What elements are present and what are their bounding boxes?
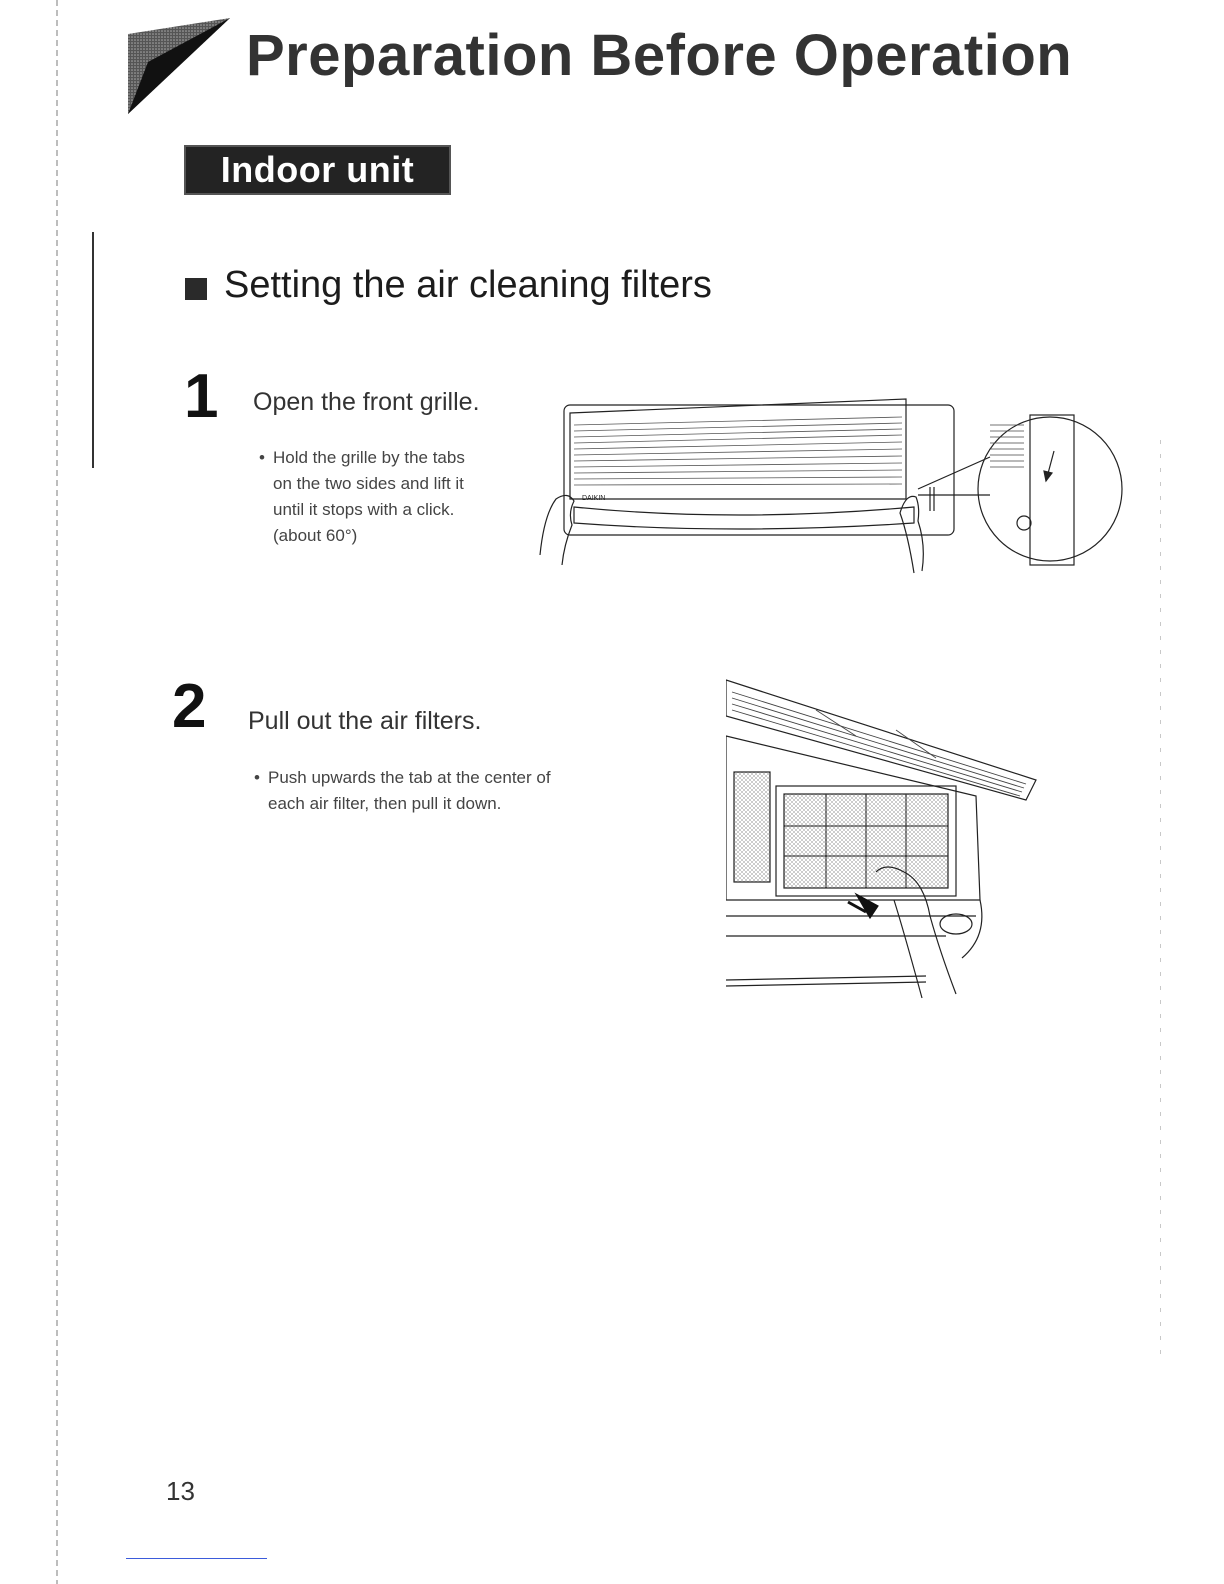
step-1-bullet [259,445,523,549]
step-1-bullet-line: Hold the grille by the tabs [273,448,465,467]
section-badge [184,145,451,195]
section-badge-label: Indoor unit [220,149,415,190]
step-1-number: 1 [184,362,219,431]
step-2-bullet-line: Push upwards the tab at the center of [268,768,551,787]
air-conditioner-open-grille-illustration [534,395,1128,579]
scan-margin-line [92,232,94,468]
step-1-bullet-line: until it stops with a click. [273,500,455,519]
step-2-title: Pull out the air filters. [248,707,482,735]
step-1-bullet-line: on the two sides and lift it [273,474,464,493]
title-triangle-icon [128,18,230,114]
bullet-dot-icon: • [259,448,265,467]
step-2-number: 2 [172,672,207,741]
bottom-rule [126,1558,267,1559]
figure-brand-label: DAIKIN [582,495,606,502]
page-number: 13 [166,1476,195,1506]
scan-edge [56,0,58,1584]
step-1-bullet-line: (about 60°) [273,526,358,545]
page-title: Preparation Before Operation [246,23,1073,88]
step-2-bullet [254,765,648,817]
air-filter-removal-illustration [726,676,1046,1006]
subsection-heading: Setting the air cleaning filters [224,264,712,306]
bullet-dot-icon: • [254,768,260,787]
step-1-title: Open the front grille. [253,388,480,416]
step-2-bullet-line: each air filter, then pull it down. [268,794,502,813]
section-square-icon [185,278,207,300]
scan-right-edge [1160,440,1161,1360]
